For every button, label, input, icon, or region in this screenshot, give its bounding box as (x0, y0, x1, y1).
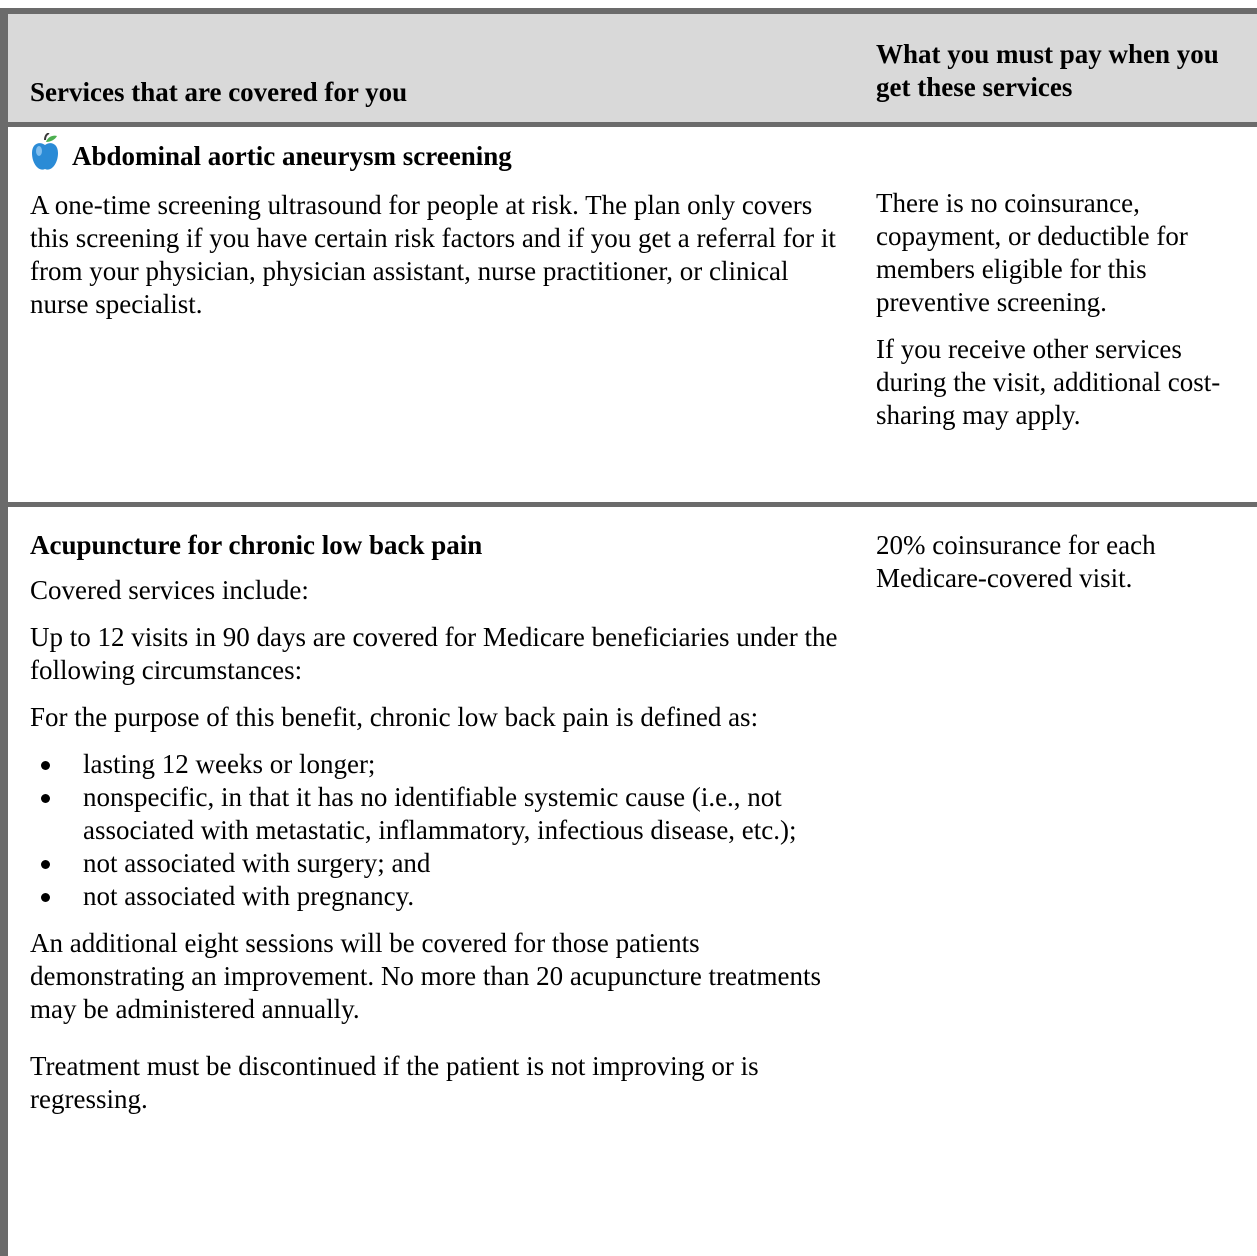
service-cell (8, 507, 866, 1116)
service-description: A one-time screening ultrasound for people at risk. The plan only covers this screening if you have certain risk factors and if you get a referral for it from your physician, physician assistant, nurse practitioner, or clinical nurse specialist. (30, 190, 836, 319)
service-paragraph: For the purpose of this benefit, chronic low back pain is defined as: (30, 702, 759, 732)
list-item-text: nonspecific, in that it has no identifiable systemic cause (i.e., not associated with metastatic, inflammatory, infectious disease, etc.); (83, 782, 797, 845)
payment-text: If you receive other services during the visit, additional cost-sharing may apply. (876, 334, 1221, 430)
bullet-icon (41, 893, 50, 902)
service-title (30, 133, 848, 173)
payment-text: There is no coinsurance, copayment, or deductible for members eligible for this preventive screening. (876, 188, 1188, 317)
bullet-icon (41, 860, 50, 869)
payment-cell (866, 127, 1257, 502)
list-item (30, 847, 848, 880)
table-row (8, 127, 1257, 507)
service-paragraph: An additional eight sessions will be covered for those patients demonstrating an improvement. No more than 20 acupuncture treatments may be administered annually. (30, 928, 822, 1024)
table-header (8, 14, 1257, 127)
list-item (30, 880, 848, 913)
service-title: Acupuncture for chronic low back pain (30, 530, 483, 560)
apple-icon (30, 133, 60, 173)
list-item (30, 781, 848, 847)
payment-cell (866, 507, 1257, 1116)
criteria-list (30, 748, 848, 913)
list-item (30, 748, 848, 781)
list-item-text: not associated with pregnancy. (83, 881, 415, 911)
service-title-text: Abdominal aortic aneurysm screening (72, 141, 512, 171)
payment-text: 20% coinsurance for each Medicare-covered visit. (876, 530, 1156, 593)
service-paragraph: Treatment must be discontinued if the patient is not improving or is regressing. (30, 1051, 759, 1114)
bullet-icon (41, 794, 50, 803)
benefits-table (0, 8, 1257, 1256)
service-paragraph: Up to 12 visits in 90 days are covered for Medicare beneficiaries under the following circumstances: (30, 622, 838, 685)
table-row (8, 507, 1257, 1116)
service-paragraph: Covered services include: (30, 575, 309, 605)
header-services-column: Services that are covered for you (30, 77, 408, 107)
bullet-icon (41, 761, 50, 770)
header-payment-column: What you must pay when you get these services (876, 39, 1219, 102)
list-item-text: not associated with surgery; and (83, 848, 431, 878)
list-item-text: lasting 12 weeks or longer; (83, 749, 376, 779)
service-cell (8, 127, 866, 502)
